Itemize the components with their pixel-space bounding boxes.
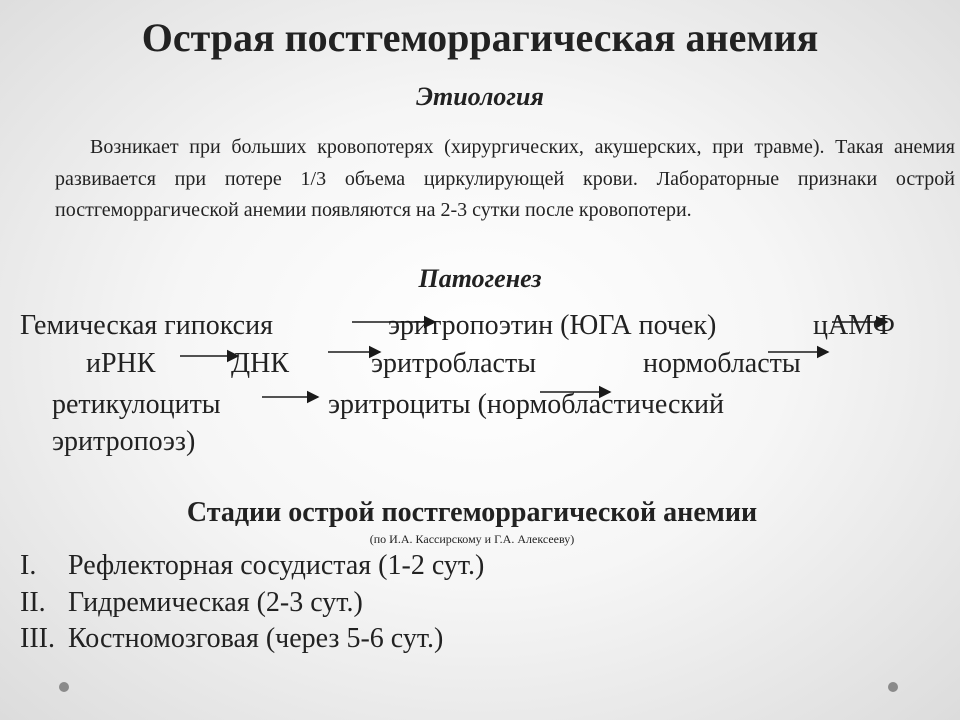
stage-1-number: I. bbox=[20, 550, 37, 581]
term-erythropoietin: эритропоэтин (ЮГА почек) bbox=[388, 310, 717, 341]
term-hemic-hypoxia: Гемическая гипоксия bbox=[20, 310, 273, 341]
term-erythropoiesis: эритропоэз) bbox=[52, 426, 196, 457]
term-normoblasts: нормобласты bbox=[643, 348, 801, 379]
term-dna: ДНК bbox=[231, 348, 289, 379]
term-camp: цАМФ bbox=[813, 310, 895, 341]
stage-2-text: Гидремическая (2-3 сут.) bbox=[68, 587, 363, 618]
term-mrna: иРНК bbox=[86, 348, 156, 379]
term-reticulocytes: ретикулоциты bbox=[52, 389, 221, 420]
stage-1-text: Рефлекторная сосудистая (1-2 сут.) bbox=[68, 550, 485, 581]
stages-heading: Стадии острой постгеморрагической анемии bbox=[186, 497, 758, 528]
stage-3-number: III. bbox=[20, 623, 55, 654]
pathogenesis-heading: Патогенез bbox=[418, 264, 542, 293]
bullet-dot-left bbox=[59, 682, 69, 692]
stage-2-number: II. bbox=[20, 587, 46, 618]
stage-3-text: Костномозговая (через 5-6 сут.) bbox=[68, 623, 444, 654]
bullet-dot-right bbox=[888, 682, 898, 692]
term-erythroblasts: эритробласты bbox=[371, 348, 537, 379]
slide-title: Острая постгеморрагическая анемия bbox=[141, 15, 819, 60]
term-erythrocytes: эритроциты (нормобластический bbox=[328, 389, 725, 420]
etiology-heading: Этиология bbox=[416, 82, 544, 111]
stages-source: (по И.А. Кассирскому и Г.А. Алексееву) bbox=[369, 532, 575, 546]
etiology-text: Возникает при больших кровопотерях (хирургических, акушерских, при травме). Такая анемия развивается при потере 1/3 объема циркулирующей крови. Лабораторные признаки острой постгеморрагической анемии появляются на 2-3 сутки после кровопотери. bbox=[55, 136, 955, 221]
